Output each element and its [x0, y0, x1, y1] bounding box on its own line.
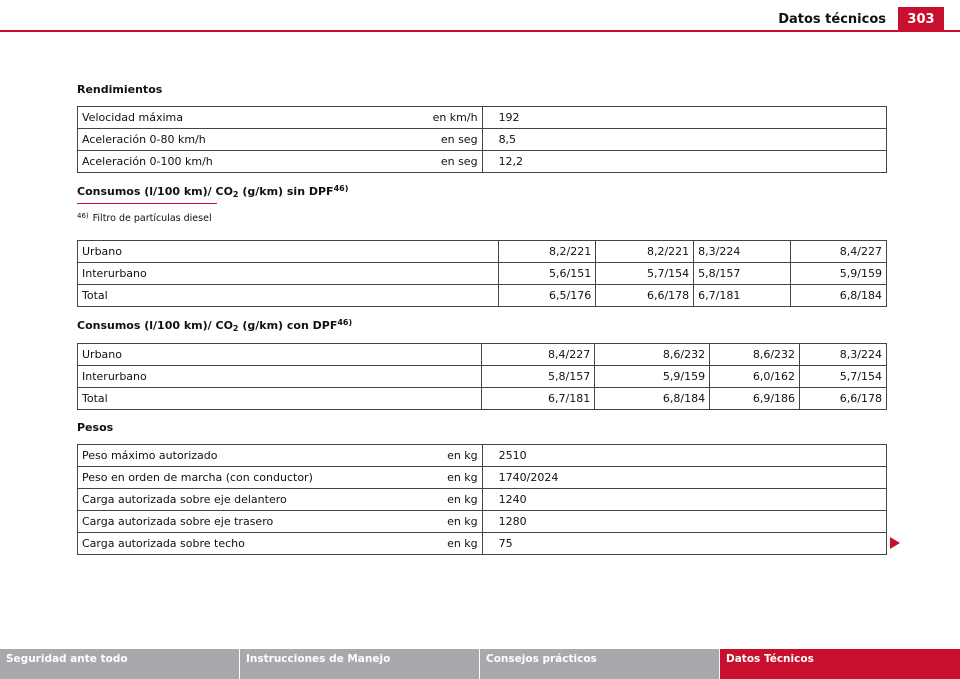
section-title-pesos: Pesos: [77, 421, 114, 434]
rendimientos-table: [77, 106, 887, 173]
table-cell: 8,3/224: [800, 344, 887, 366]
table-cell-label: [78, 467, 483, 489]
row-unit: en km/h: [432, 111, 478, 124]
row-label: Total: [78, 388, 482, 410]
table-cell: 5,8/157: [482, 366, 595, 388]
table-cell: 6,0/162: [710, 366, 800, 388]
table-cell: 6,6/178: [800, 388, 887, 410]
table-row: [78, 366, 887, 388]
table-row: [78, 263, 887, 285]
consumos-sin-dpf-table: [77, 240, 887, 307]
table-cell: 6,8/184: [791, 285, 887, 307]
row-label: Peso máximo autorizado: [82, 449, 218, 462]
footer-tab-datos-tecnicos[interactable]: Datos Técnicos: [720, 649, 960, 679]
footnote-marker: 46): [77, 212, 89, 220]
table-cell-label: [78, 533, 483, 555]
table-row: [78, 285, 887, 307]
page-header-title: Datos técnicos: [778, 12, 886, 27]
table-cell-label: [78, 129, 483, 151]
footnote-reference[interactable]: 46): [337, 318, 353, 327]
table-cell-label: [78, 151, 483, 173]
table-cell: 5,6/151: [499, 263, 596, 285]
table-cell: 5,7/154: [800, 366, 887, 388]
table-cell: 6,8/184: [595, 388, 710, 410]
table-row: [78, 445, 887, 467]
row-value: 1240: [482, 489, 886, 511]
row-label: Aceleración 0-100 km/h: [82, 155, 213, 168]
table-cell-label: [78, 511, 483, 533]
table-cell: 5,7/154: [596, 263, 694, 285]
row-value: 2510: [482, 445, 886, 467]
table-cell: 8,3/224: [694, 241, 791, 263]
table-cell: 8,6/232: [710, 344, 800, 366]
table-cell: 8,2/221: [596, 241, 694, 263]
table-row: [78, 151, 887, 173]
section-title-consumos-con-dpf: [77, 318, 352, 333]
page-number: 303: [898, 7, 944, 31]
table-row: [78, 129, 887, 151]
continue-arrow-icon[interactable]: [890, 537, 900, 549]
table-cell: 5,9/159: [595, 366, 710, 388]
footnote: [77, 212, 212, 224]
table-cell: 6,7/181: [482, 388, 595, 410]
table-cell: 6,7/181: [694, 285, 791, 307]
table-cell: 6,6/178: [596, 285, 694, 307]
footer-tab-seguridad[interactable]: Seguridad ante todo: [0, 649, 240, 679]
table-cell: 5,8/157: [694, 263, 791, 285]
table-cell-label: [78, 107, 483, 129]
row-value: 192: [482, 107, 886, 129]
row-value: 1740/2024: [482, 467, 886, 489]
table-cell: 6,5/176: [499, 285, 596, 307]
row-value: 1280: [482, 511, 886, 533]
row-unit: en seg: [440, 133, 478, 146]
footer-nav: [0, 649, 960, 679]
row-label: Carga autorizada sobre eje delantero: [82, 493, 287, 506]
row-label: Urbano: [78, 344, 482, 366]
title-underline: [77, 203, 217, 204]
row-unit: en kg: [447, 515, 478, 528]
row-value: 75: [482, 533, 886, 555]
row-unit: en seg: [440, 155, 478, 168]
table-cell: 5,9/159: [791, 263, 887, 285]
consumos-con-dpf-table: [77, 343, 887, 410]
row-label: Total: [78, 285, 499, 307]
row-unit: en kg: [447, 537, 478, 550]
row-label: Urbano: [78, 241, 499, 263]
table-cell: 8,2/221: [499, 241, 596, 263]
pesos-table: [77, 444, 887, 555]
row-label: Carga autorizada sobre techo: [82, 537, 245, 550]
table-row: [78, 241, 887, 263]
footer-tab-instrucciones[interactable]: Instrucciones de Manejo: [240, 649, 480, 679]
row-label: Interurbano: [78, 263, 499, 285]
row-label: Interurbano: [78, 366, 482, 388]
row-value: 12,2: [482, 151, 886, 173]
table-cell: 6,9/186: [710, 388, 800, 410]
footnote-reference[interactable]: 46): [333, 184, 349, 193]
row-unit: en kg: [447, 493, 478, 506]
table-row: [78, 107, 887, 129]
section-title-consumos-sin-dpf: [77, 184, 348, 199]
title-subscript: 2: [232, 190, 239, 199]
table-row: [78, 533, 887, 555]
table-row: [78, 388, 887, 410]
footer-tab-consejos[interactable]: Consejos prácticos: [480, 649, 720, 679]
footnote-text: Filtro de partículas diesel: [92, 213, 212, 224]
section-title-rendimientos: Rendimientos: [77, 83, 163, 96]
row-unit: en kg: [447, 471, 478, 484]
table-cell-label: [78, 445, 483, 467]
title-part: Consumos (l/100 km)/ CO: [77, 185, 233, 198]
row-label: Aceleración 0-80 km/h: [82, 133, 206, 146]
table-row: [78, 489, 887, 511]
title-subscript: 2: [232, 324, 239, 333]
title-part: (g/km) con DPF: [238, 319, 338, 332]
table-cell-label: [78, 489, 483, 511]
title-part: Consumos (l/100 km)/ CO: [77, 319, 233, 332]
table-cell: 8,4/227: [482, 344, 595, 366]
row-label: Carga autorizada sobre eje trasero: [82, 515, 274, 528]
table-cell: 8,4/227: [791, 241, 887, 263]
table-row: [78, 467, 887, 489]
title-part: (g/km) sin DPF: [238, 185, 334, 198]
row-label: Peso en orden de marcha (con conductor): [82, 471, 313, 484]
row-label: Velocidad máxima: [82, 111, 184, 124]
header-divider: [0, 30, 960, 32]
table-cell: 8,6/232: [595, 344, 710, 366]
table-row: [78, 511, 887, 533]
row-unit: en kg: [447, 449, 478, 462]
table-row: [78, 344, 887, 366]
row-value: 8,5: [482, 129, 886, 151]
